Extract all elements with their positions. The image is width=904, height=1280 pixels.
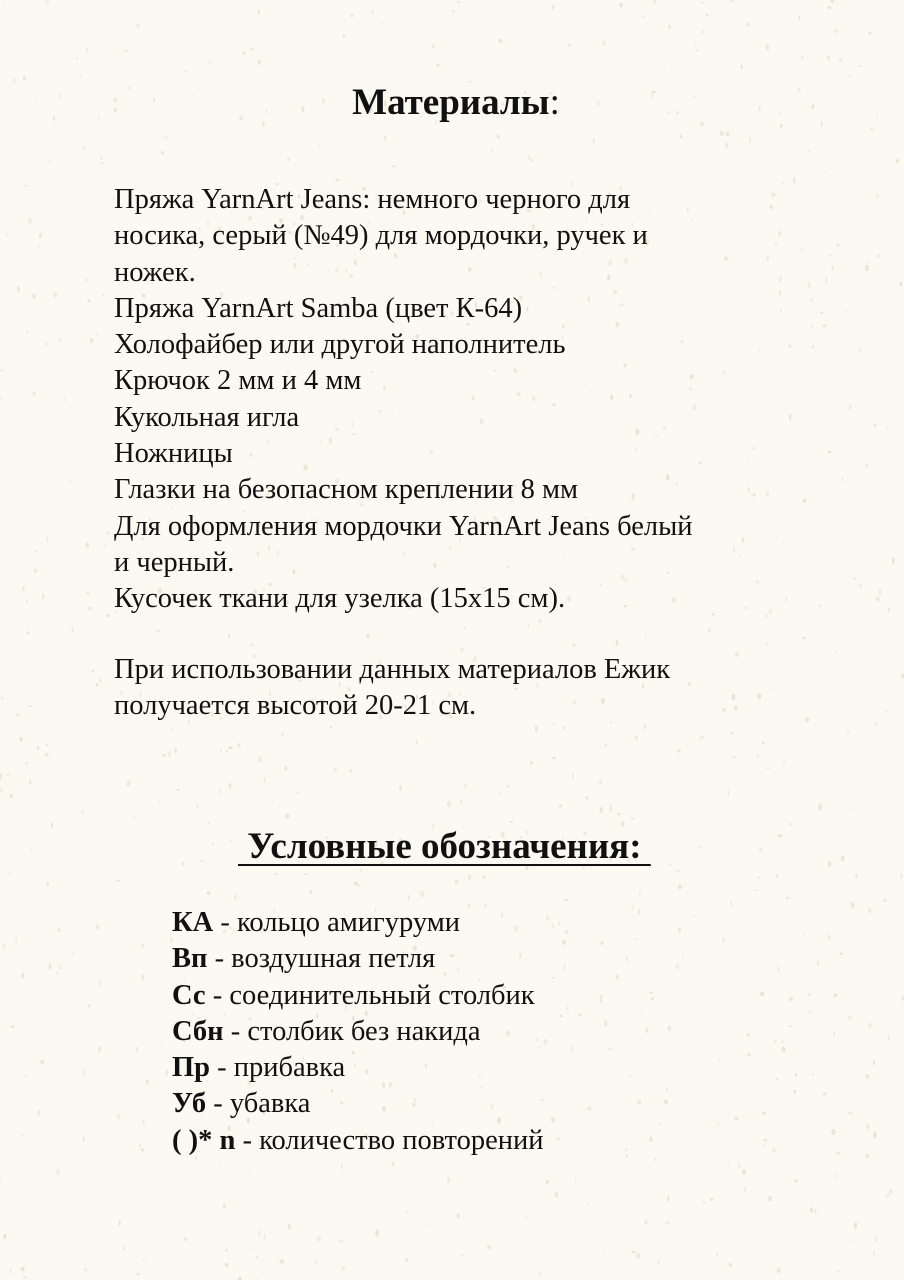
materials-line: Для оформления мордочки YarnArt Jeans белый [114, 510, 693, 542]
materials-line: Крючок 2 мм и 4 мм [114, 365, 362, 397]
result-note [114, 652, 874, 725]
materials-line: Пряжа YarnArt Jeans: немного черного для [114, 184, 631, 215]
result-line: При использовании данных материалов Ежик [114, 654, 671, 685]
legend-description: - кольцо амигуруми [213, 907, 461, 938]
legend-description: - соединительный столбик [205, 979, 535, 1011]
legend-item [172, 1014, 862, 1050]
materials-line: носика, серый (№49) для мордочки, ручек и [114, 220, 648, 252]
legend-item [172, 1123, 862, 1159]
legend-abbreviation: Вп [172, 943, 208, 975]
legend-description: - воздушная петля [207, 943, 436, 975]
legend-description: - убавка [206, 1088, 311, 1120]
materials-line: Кусочек ткани для узелка (15х15 см). [114, 583, 566, 615]
legend-description: - количество повторений [235, 1124, 544, 1156]
materials-line: Кукольная игла [114, 401, 300, 433]
materials-title-colon: : [549, 82, 560, 123]
materials-line: и черный. [114, 546, 235, 578]
materials-line: Ножницы [114, 438, 233, 470]
legend-abbreviation: КА [172, 907, 214, 938]
materials-line: Холофайбер или другой наполнитель [114, 329, 566, 361]
materials-line: Пряжа YarnArt Samba (цвет К-64) [114, 292, 523, 324]
materials-title: Материалы [352, 82, 550, 123]
legend-abbreviation: ( )* n [172, 1124, 236, 1156]
legend-item [172, 978, 862, 1014]
materials-line: ножек. [114, 256, 196, 288]
legend-abbreviation: Сс [172, 979, 206, 1011]
materials-list [114, 182, 874, 618]
materials-heading [0, 78, 904, 128]
legend-description: - прибавка [210, 1052, 346, 1084]
materials-line: Глазки на безопасном креплении 8 мм [114, 474, 579, 506]
legend-list [172, 905, 862, 1159]
legend-item [172, 941, 862, 977]
legend-abbreviation: Сбн [172, 1015, 224, 1047]
legend-item [172, 1050, 862, 1086]
legend-heading: Условные обозначения: [238, 826, 651, 867]
result-line: получается высотой 20-21 см. [114, 690, 477, 722]
legend-item [172, 905, 862, 941]
legend-abbreviation: Уб [172, 1088, 207, 1120]
legend-description: - столбик без накида [223, 1015, 481, 1047]
legend-abbreviation: Пр [172, 1052, 211, 1084]
legend-item [172, 1086, 862, 1122]
